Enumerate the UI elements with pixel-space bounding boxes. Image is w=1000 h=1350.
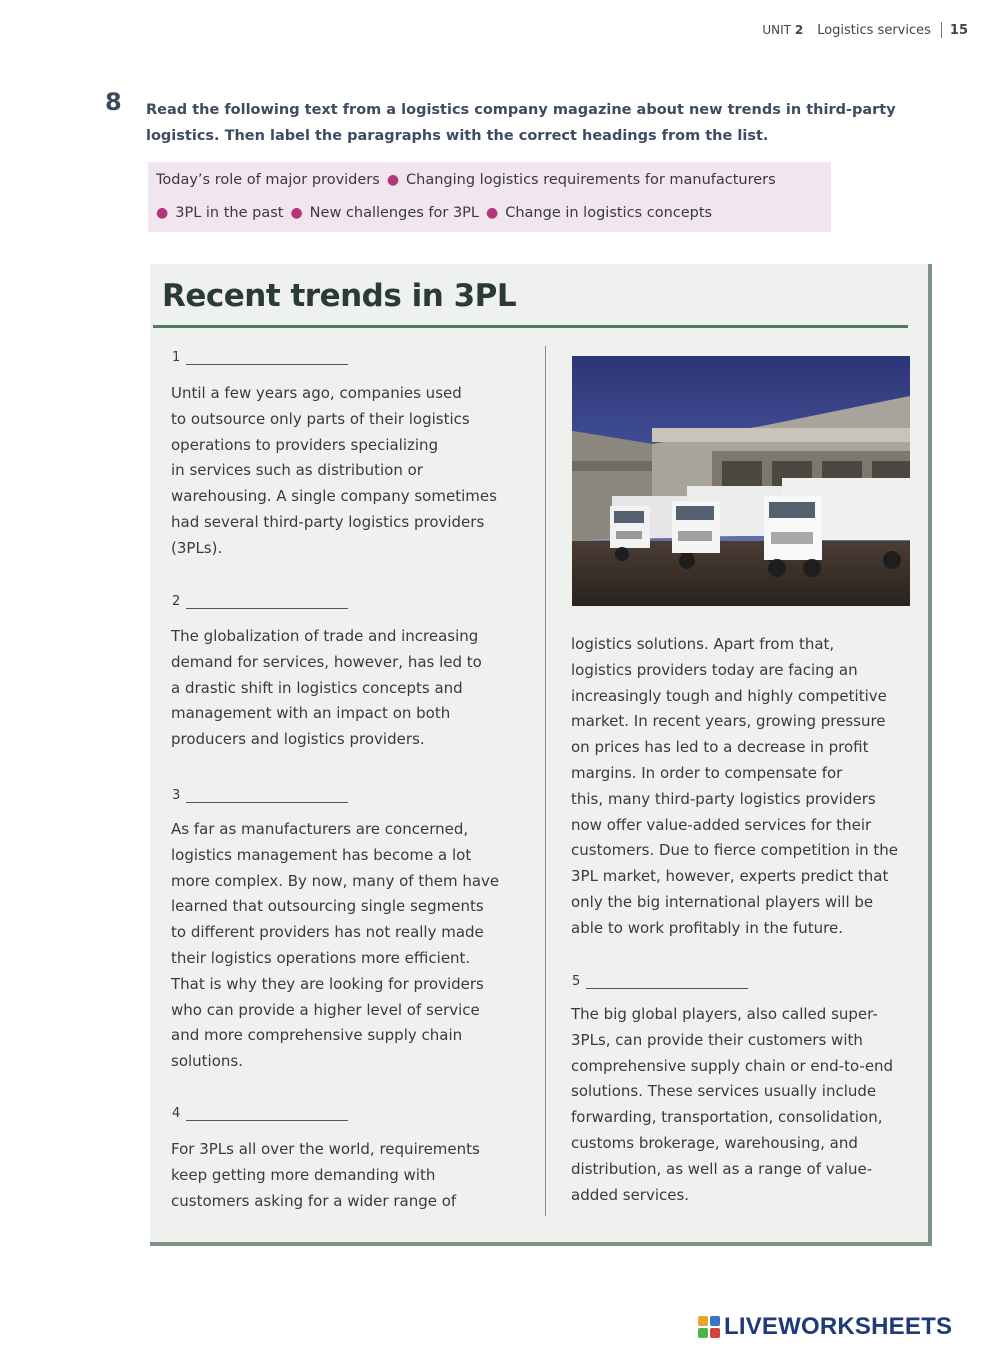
paragraph-label-5 [572,974,748,989]
paragraph-number: 2 [172,594,181,609]
header-divider [941,22,942,38]
answer-blank-4[interactable] [186,1108,348,1121]
paragraph-3: As far as manufacturers are concerned, logistics management has become a lot more complex. By now, many of them have learned that outsourcing single segments to different providers has not really made their logistics operations more efficient. That is why they are looking for providers who can provide a higher level of service and more comprehensive supply chain solutions. [171,820,500,1071]
paragraph-label-3 [172,788,348,803]
bullet-icon: ● [156,205,169,221]
answer-blank-3[interactable] [186,790,348,803]
paragraph-label-2 [172,594,348,609]
instruction-line-2: logistics. Then label the paragraphs with the correct headings from the list. [146,128,769,144]
paragraph-1: Until a few years ago, companies used to outsource only parts of their logistics operations to providers specializing in services such as distribution or warehousing. A single company sometimes had several third-party logistics providers (3PLs). [171,384,497,557]
paragraph-5: The big global players, also called super- 3PLs, can provide their customers with comprehensive supply chain or end-to-end solutions. These services usually include forwarding, transportation, consolidation, customs brokerage, warehousing, and distribution, as well as a range of value- added services. [571,1005,894,1204]
headings-list [148,162,831,232]
answer-blank-2[interactable] [186,596,348,609]
paragraph-label-1 [172,350,348,365]
unit-number: 2 [794,23,804,37]
title-rule [153,325,908,328]
logo-text: LIVEWORKSHEETS [724,1313,953,1340]
exercise-instruction [146,97,906,149]
paragraph-label-4 [172,1106,348,1121]
answer-blank-5[interactable] [586,976,748,989]
page-number: 15 [949,22,968,38]
column-divider [545,346,546,1216]
paragraph-number: 5 [572,974,581,989]
headings-line-1 [156,164,831,197]
headings-line-2 [156,197,831,230]
article-title: Recent trends in 3PL [162,278,517,314]
unit-prefix: UNIT [762,23,791,37]
bullet-icon: ● [386,172,400,188]
heading-option: New challenges for 3PL [309,205,480,221]
paragraph-4-continued: logistics solutions. Apart from that, logistics providers today are facing an increasingly tough and highly competitive market. In recent years, growing pressure on prices has led to a decrease in profit margins. In order to compensate for this, many third-party logistics providers now offer value-added services for their customers. Due to fierce competition in the 3PL market, however, experts predict that only the big international players will be able to work profitably in the future. [571,635,899,937]
paragraph-number: 1 [172,350,181,365]
heading-option: Changing logistics requirements for manufacturers [406,172,776,188]
heading-option: Change in logistics concepts [505,205,713,221]
bullet-icon: ● [486,205,499,221]
page-header [762,22,968,38]
paragraph-4: For 3PLs all over the world, requirements keep getting more demanding with customers asking for a wider range of [171,1140,480,1210]
bullet-icon: ● [290,205,303,221]
paragraph-2: The globalization of trade and increasing demand for services, however, has led to a drastic shift in logistics concepts and management with an impact on both producers and logistics providers. [171,627,482,749]
logo-grid-icon [698,1316,720,1338]
trucks-photo [572,356,910,606]
paragraph-number: 4 [172,1106,181,1121]
answer-blank-1[interactable] [186,352,348,365]
paragraph-number: 3 [172,788,181,803]
unit-label [762,23,803,37]
section-title: Logistics services [817,22,931,38]
liveworksheets-logo [698,1313,952,1341]
instruction-line-1: Read the following text from a logistics company magazine about new trends in third-party [146,102,896,118]
trucks-illustration [572,356,910,606]
exercise-number: 8 [105,88,122,116]
heading-option: 3PL in the past [175,205,284,221]
heading-option: Today’s role of major providers [156,172,380,188]
